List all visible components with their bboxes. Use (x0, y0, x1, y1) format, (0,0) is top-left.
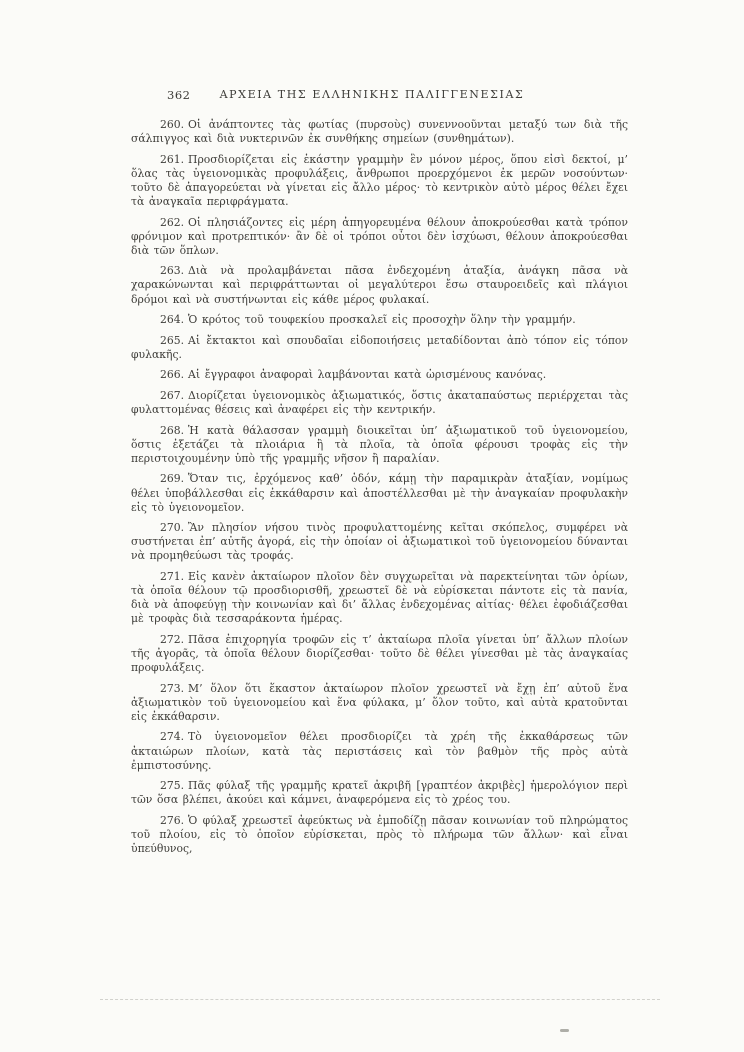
scan-artifact-mark (560, 1029, 569, 1032)
article-text: Διὰ νὰ προλαμβάνεται πᾶσα ἐνδεχομένη ἀταξία, ἀνάγκη πᾶσα νὰ χαρακώνωνται καὶ περιφράττωνται οἱ μεγαλύτεροι ἔσω σταυροειδεῖς καὶ πλάγιοι δρόμοι καὶ νὰ συστήνωνται εἰς κάθε μέρος φυλακαί. (131, 264, 628, 306)
article-number: 272. (160, 632, 185, 646)
article-paragraph-274 (131, 730, 628, 772)
article-text: Μ’ ὅλον ὅτι ἕκαστον ἀκταίωρον πλοῖον χρεωστεῖ νὰ ἔχῃ ἐπ’ αὐτοῦ ἕνα ἀξιωματικὸν τοῦ ὑγειονομείου καὶ ἕνα φύλακα, μ’ ὅλον τοῦτο, καὶ αὐτὰ κρατοῦνται εἰς ἐκκάθαρσιν. (131, 681, 628, 723)
article-number: 260. (160, 118, 185, 131)
article-number: 275. (160, 779, 185, 793)
article-paragraph-272 (131, 633, 628, 675)
article-number: 268. (160, 423, 185, 437)
article-text: Ἂν πλησίον νήσου τινὸς προφυλαττομένης κεῖται σκόπελος, συμφέρει νὰ συστήνεται ἐπ’ αὐτῆς ἀγορά, εἰς τὴν ὁποίαν οἱ ἀξιωματικοὶ τοῦ ὑγειονομείου δύνανται νὰ προμηθεύωσι τὰς τροφάς. (131, 521, 628, 563)
article-number: 262. (160, 215, 185, 229)
article-paragraph-264 (131, 313, 628, 327)
article-number: 265. (160, 333, 185, 347)
article-paragraph-271 (131, 570, 628, 626)
article-paragraph-263 (131, 264, 628, 306)
article-paragraph-261 (131, 153, 628, 209)
article-number: 261. (160, 152, 185, 166)
article-number: 267. (160, 389, 185, 402)
article-number: 271. (160, 570, 185, 584)
article-text: Ἡ κατὰ θάλασσαν γραμμὴ διοικεῖται ὑπ’ ἀξιωματικοῦ τοῦ ὑγειονομείου, ὅστις ἐξετάζει τὰ πλοιάρια ἢ τὰ πλοῖα, τὰ ὁποῖα φέρουσι τροφὰς εἰς τὴν περιστοιχουμένην ὑπὸ τῆς γραμμῆς νῆσον ἢ παραλίαν. (131, 423, 628, 465)
article-text: Αἱ ἔκτακτοι καὶ σπουδαῖαι εἰδοποιήσεις μεταδίδονται ἀπὸ τόπον εἰς τόπον φυλακῆς. (131, 333, 628, 361)
article-text: Διορίζεται ὑγειονομικὸς ἀξιωματικός, ὅστις ἀκαταπαύστως περιέρχεται τὰς φυλαττομένας θέσεις καὶ ἀναφέρει εἰς τὴν κεντρικήν. (131, 389, 628, 417)
article-number: 276. (160, 813, 185, 827)
scan-artifact-line (100, 999, 660, 1000)
page-header (0, 88, 744, 104)
article-text: Ὁ φύλαξ χρεωστεῖ ἀφεύκτως νὰ ἐμποδίζῃ πᾶσαν κοινωνίαν τοῦ πληρώματος τοῦ πλοίου, εἰς τὸ ὁποῖον εὑρίσκεται, πρὸς τὸ πλήρωμα τῶν ἄλλων· καὶ εἶναι ὑπεύθυνος, (131, 813, 628, 856)
article-text: Πᾶσα ἐπιχορηγία τροφῶν εἰς τ’ ἀκταίωρα πλοῖα γίνεται ὑπ’ ἄλλων πλοίων τῆς ἀγορᾶς, τὰ ὁποῖα θέλουν διορίζεσθαι· τοῦτο δὲ θέλει γίνεσθαι μὲ τὰς ἀναγκαίας προφυλάξεις. (131, 632, 628, 675)
article-paragraph-269 (131, 472, 628, 514)
article-paragraph-262 (131, 216, 628, 258)
article-text: Τὸ ὑγειονομεῖον θέλει προσδιορίζει τὰ χρέη τῆς ἐκκαθάρσεως τῶν ἀκταιώρων πλοίων, κατὰ τὰς περιστάσεις καὶ τὸν βαθμὸν τῆς πρὸς αὐτὰ ἐμπιστοσύνης. (131, 730, 628, 772)
article-number: 269. (160, 472, 185, 486)
article-text: Αἱ ἔγγραφοι ἀναφοραὶ λαμβάνονται κατὰ ὡρισμένους κανόνας. (188, 368, 547, 382)
article-number: 263. (160, 264, 185, 278)
running-head: ΑΡΧΕΙΑ ΤΗΣ ΕΛΛΗΝΙΚΗΣ ΠΑΛΙΓΓΕΝΕΣΙΑΣ (219, 88, 525, 101)
article-number: 266. (160, 368, 185, 382)
article-paragraph-266 (131, 368, 628, 382)
article-text: Πᾶς φύλαξ τῆς γραμμῆς κρατεῖ ἀκριβῆ [γραπτέον ἀκριβὲς] ἡμερολόγιον περὶ τῶν ὅσα βλέπει, ἀκούει καὶ κάμνει, ἀναφερόμενα εἰς τὸ χρέος του. (131, 779, 628, 807)
article-number: 264. (160, 313, 185, 327)
article-paragraph-268 (131, 424, 628, 466)
article-number: 270. (160, 521, 185, 535)
article-paragraph-273 (131, 682, 628, 724)
article-text: Οἱ πλησιάζοντες εἰς μέρη ἀπηγορευμένα θέλουν ἀποκρούεσθαι κατὰ τρόπον φρόνιμον καὶ προτρεπτικόν· ἂν δὲ οἱ τρόποι οὗτοι δὲν ἰσχύωσι, θέλουν ἀποκρούεσθαι διὰ τῶν ὅπλων. (131, 215, 628, 257)
page-number: 362 (167, 88, 191, 102)
article-number: 274. (160, 730, 185, 744)
article-text: Ὅταν τις, ἐρχόμενος καθ’ ὁδόν, κάμῃ τὴν παραμικρὰν ἀταξίαν, νομίμως θέλει ὑποβάλλεσθαι εἰς ἐκκάθαρσιν καὶ ἀποστέλλεσθαι μὲ τὴν ἀναγκαίαν προφυλακὴν εἰς τὸ ὑγειονομεῖον. (131, 472, 628, 514)
article-paragraph-276 (131, 814, 628, 856)
article-text: Εἰς κανὲν ἀκταίωρον πλοῖον δὲν συγχωρεῖται νὰ παρεκτείνηται τῶν ὁρίων, τὰ ὁποῖα θέλουν τῷ προσδιορισθῆ, χρεωστεῖ δὲ νὰ εὑρίσκεται πάντοτε εἰς τὰ πανία, διὰ νὰ ἀποφεύγῃ τὴν κοινωνίαν καὶ δι’ ἄλλας ἐνδεχομένας αἰτίας· θέλει ἐφοδιάζεσθαι μὲ τροφὰς διὰ τεσσαράκοντα ἡμέρας. (131, 570, 628, 626)
article-text: Οἱ ἀνάπτοντες τὰς φωτίας (πυρσοὺς) συνεννοοῦνται μεταξύ των διὰ τῆς σάλπιγγος καὶ διὰ νυκτερινῶν ἐκ συνθήκης σημείων (συνθημάτων). (131, 118, 628, 146)
article-text: Προσδιορίζεται εἰς ἑκάστην γραμμὴν ἓν μόνον μέρος, ὅπου εἰσὶ δεκτοί, μ’ ὅλας τὰς ὑγειονομικὰς προφυλάξεις, ἄνθρωποι προερχόμενοι ἐκ μερῶν νοσούντων· τοῦτο δὲ ἀπαγορεύεται νὰ γίνεται εἰς ἄλλο μέρος· τὸ κεντρικὸν αὐτὸ μέρος θέλει ἔχει τὰ ἀναγκαῖα περιφράγματα. (131, 152, 628, 208)
article-paragraph-265 (131, 334, 628, 362)
article-paragraph-275 (131, 779, 628, 807)
article-list (131, 118, 628, 863)
article-paragraph-267 (131, 389, 628, 417)
article-paragraph-260 (131, 118, 628, 146)
article-text: Ὁ κρότος τοῦ τουφεκίου προσκαλεῖ εἰς προσοχὴν ὅλην τὴν γραμμήν. (188, 313, 576, 327)
article-paragraph-270 (131, 521, 628, 563)
article-number: 273. (160, 681, 185, 695)
